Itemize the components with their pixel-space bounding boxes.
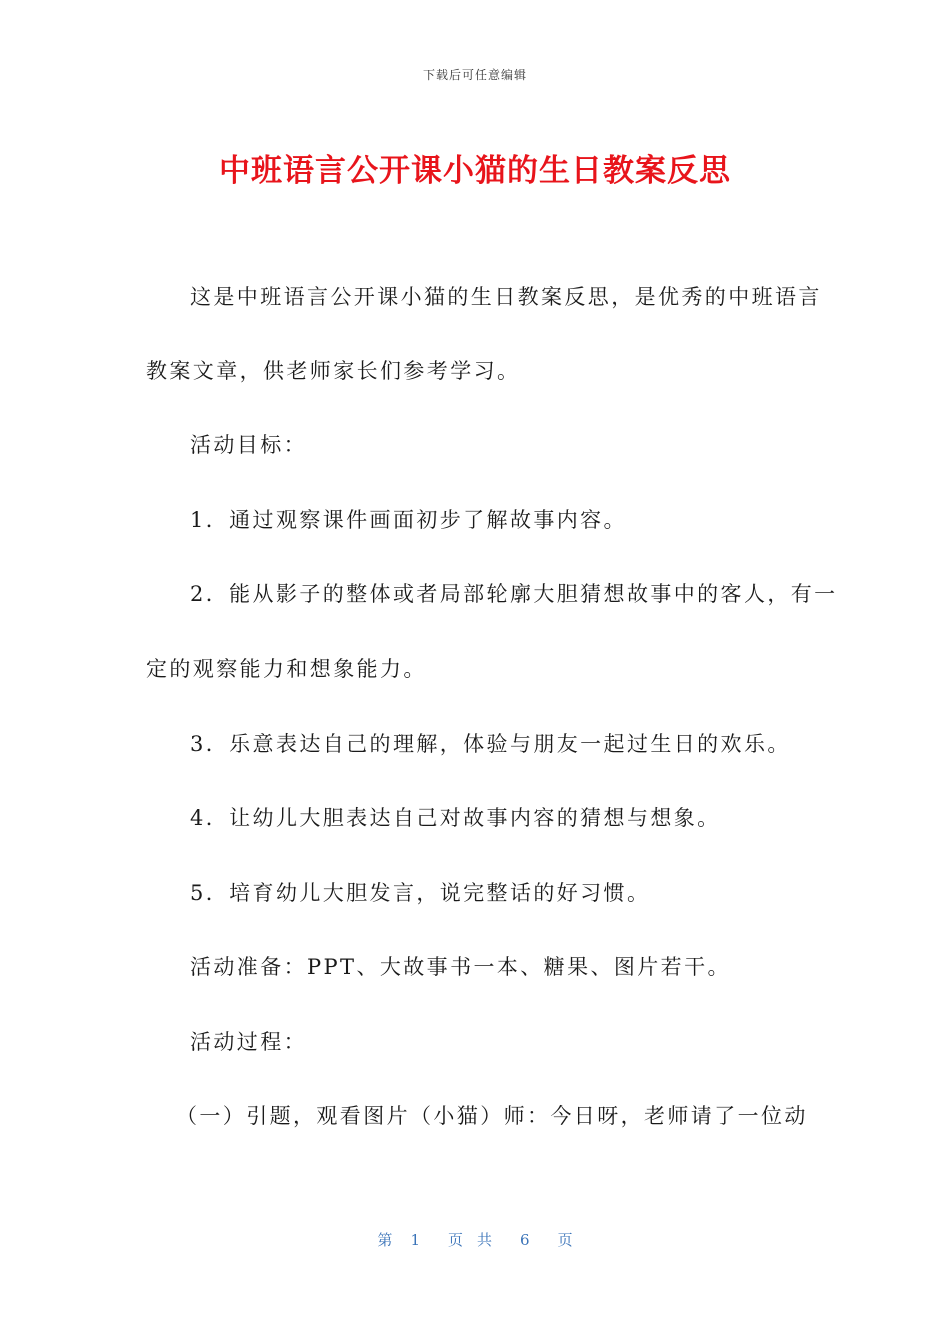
preparation-line: 活动准备：PPT、大故事书一本、糖果、图片若干。 xyxy=(190,955,731,979)
goal-item-2-line-1: 2．能从影子的整体或者局部轮廓大胆猜想故事中的客人，有一 xyxy=(190,582,838,606)
footer-total-pages: 6 xyxy=(520,1231,530,1249)
goal-item-5: 5．培育幼儿大胆发言，说完整话的好习惯。 xyxy=(190,881,651,905)
section-heading-goals: 活动目标： xyxy=(190,433,307,457)
footer-total-unit: 页 xyxy=(557,1231,573,1249)
goal-item-4: 4．让幼儿大胆表达自己对故事内容的猜想与想象。 xyxy=(190,806,721,830)
goal-item-2-line-2: 定的观察能力和想象能力。 xyxy=(146,657,427,681)
header-note: 下载后可任意编辑 xyxy=(422,68,527,82)
document-title: 中班语言公开课小猫的生日教案反思 xyxy=(219,153,731,189)
footer-page-number: 1 xyxy=(410,1231,420,1249)
paragraph-intro-line-1: 这是中班语言公开课小猫的生日教案反思，是优秀的中班语言 xyxy=(190,285,822,309)
paragraph-intro-line-2: 教案文章，供老师家长们参考学习。 xyxy=(146,359,521,383)
goal-item-3: 3．乐意表达自己的理解，体验与朋友一起过生日的欢乐。 xyxy=(190,732,791,756)
footer-total-label: 共 xyxy=(477,1231,493,1249)
process-step-1: （一）引题，观看图片（小猫）师：今日呀，老师请了一位动 xyxy=(176,1104,808,1128)
section-heading-process: 活动过程： xyxy=(190,1030,307,1054)
footer-page-label: 第 xyxy=(377,1231,393,1249)
goal-item-1: 1．通过观察课件画面初步了解故事内容。 xyxy=(190,508,627,532)
page-footer xyxy=(0,1229,950,1250)
footer-page-unit: 页 xyxy=(447,1231,463,1249)
